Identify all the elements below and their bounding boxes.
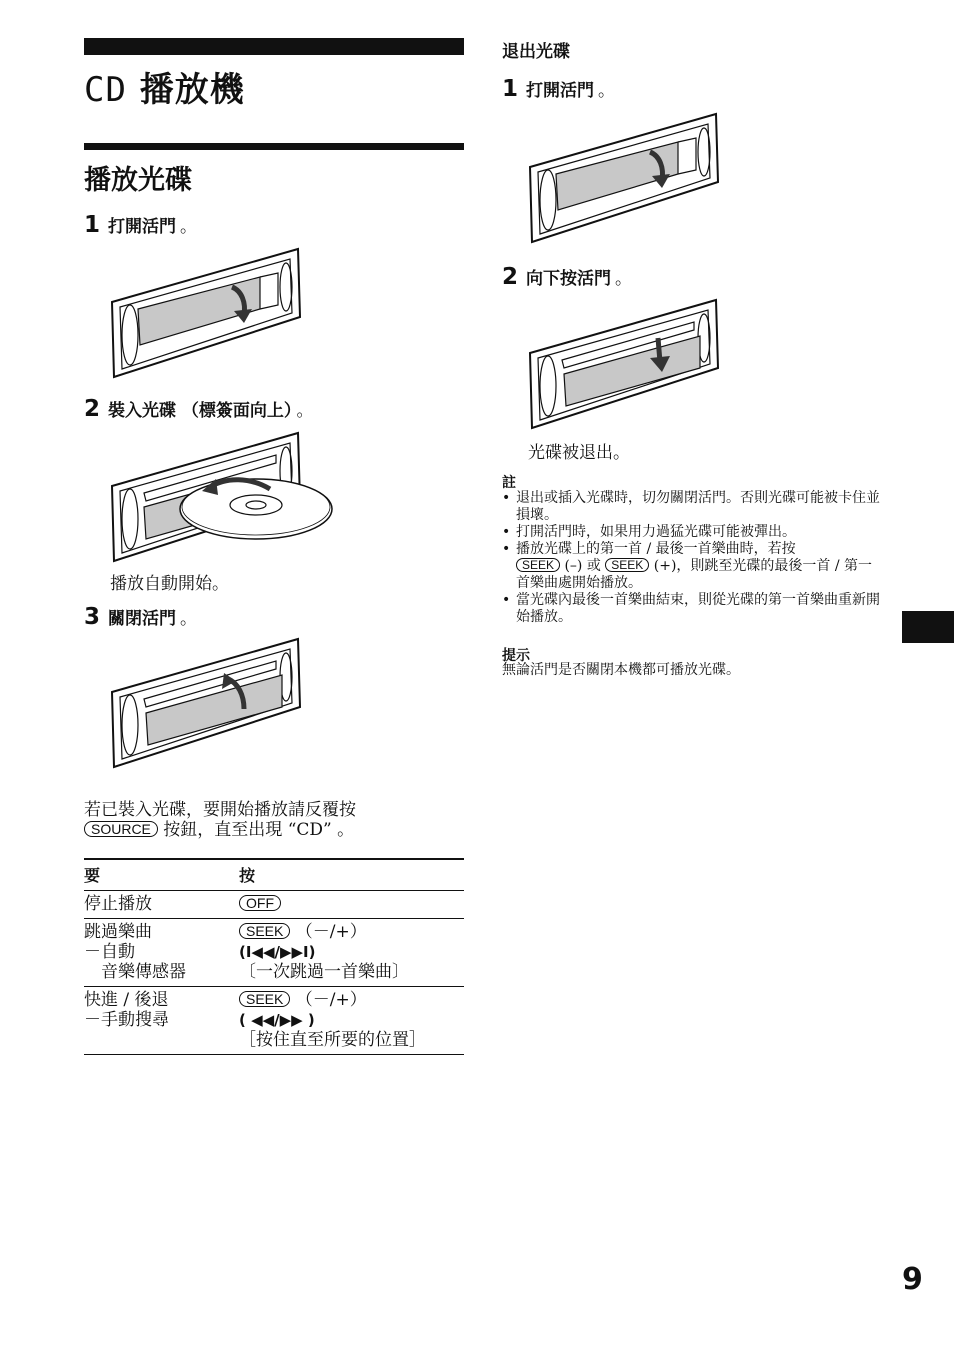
play-step-1: 1 打開活門 。 bbox=[84, 212, 198, 238]
illustration-close-door bbox=[110, 637, 302, 769]
play-step-3: 3 關閉活門 。 bbox=[84, 604, 198, 630]
rew-ff-icon: ( ◀◀/▶▶ ) bbox=[239, 1011, 315, 1029]
page-number: 9 bbox=[902, 1262, 923, 1297]
prev-next-icon: (I◀◀/▶▶I) bbox=[239, 943, 316, 961]
play-step-2-text: 裝入光碟 （標簽面向上） bbox=[108, 401, 293, 421]
tip-text: 無論活門是否關閉本機都可播放光碟。 bbox=[502, 662, 740, 678]
eject-step-2: 2 向下按活門 。 bbox=[502, 264, 633, 290]
play-step-1-text: 打開活門 bbox=[108, 217, 177, 237]
table-header-row bbox=[84, 859, 464, 891]
row-skip-press: SEEK （－/+） (I◀◀/▶▶I) 〔一次跳過一首樂曲〕 bbox=[239, 919, 464, 987]
note-item: • 播放光碟上的第一首 / 最後一首樂曲時，若按 SEEK (–) 或 SEEK (+)，則跳至光碟的最後一首 / 第一首樂曲處開始播放。 bbox=[502, 541, 886, 592]
seek-button[interactable]: SEEK bbox=[239, 991, 290, 1007]
auto-start-text: 播放自動開始。 bbox=[110, 574, 229, 594]
play-step-1-num: 1 bbox=[84, 212, 101, 238]
notes-label: 註 bbox=[502, 475, 516, 491]
source-button[interactable]: SOURCE bbox=[84, 821, 158, 837]
page-title-text: 播放機 bbox=[126, 70, 245, 110]
illustration-open-door bbox=[110, 247, 302, 379]
illustration-insert-disc bbox=[110, 431, 340, 563]
resume-line-2 bbox=[84, 820, 464, 840]
notes-list bbox=[502, 490, 886, 626]
row-stop-press bbox=[239, 891, 464, 919]
page-title bbox=[84, 62, 245, 111]
eject-heading: 退出光碟 bbox=[502, 42, 570, 62]
resume-line-1: 若已裝入光碟，要開始播放請反覆按 bbox=[84, 800, 356, 820]
ejected-text: 光碟被退出。 bbox=[528, 443, 630, 463]
row-stop-want: 停止播放 bbox=[84, 894, 152, 914]
note-item: • 當光碟內最後一首樂曲結束，則從光碟的第一首樂曲重新開始播放。 bbox=[502, 592, 886, 626]
row-skip-want: 跳過樂曲 －自動 音樂傳感器 bbox=[84, 922, 186, 982]
play-step-2: 2 裝入光碟 （標簽面向上） 。 bbox=[84, 396, 314, 422]
play-step-3-num: 3 bbox=[84, 604, 101, 630]
section-tab bbox=[902, 611, 954, 643]
note-item: • 打開活門時，如果用力過猛光碟可能被彈出。 bbox=[502, 524, 886, 541]
seek-button[interactable]: SEEK bbox=[605, 558, 649, 572]
resume-post: 按鈕，直至出現 “CD” 。 bbox=[157, 820, 355, 840]
illustration-eject-open bbox=[528, 112, 720, 244]
play-step-2-num: 2 bbox=[84, 396, 101, 422]
illustration-eject-press bbox=[528, 298, 720, 430]
note-item: • 退出或插入光碟時，切勿關閉活門。否則光碟可能被卡住並損壞。 bbox=[502, 490, 886, 524]
table-row bbox=[84, 919, 464, 987]
seek-button[interactable]: SEEK bbox=[516, 558, 560, 572]
page-title-cd: CD bbox=[84, 70, 127, 110]
seek-button[interactable]: SEEK bbox=[239, 923, 290, 939]
play-step-3-text: 關閉活門 bbox=[108, 609, 177, 629]
title-rule bbox=[84, 38, 464, 55]
eject-step-1: 1 打開活門 。 bbox=[502, 76, 616, 102]
header-press: 按 bbox=[239, 866, 256, 885]
section-title: 播放光碟 bbox=[84, 165, 192, 196]
operations-table bbox=[84, 858, 464, 1055]
off-button[interactable]: OFF bbox=[239, 895, 281, 911]
tip-label: 提示 bbox=[502, 648, 530, 664]
table-row bbox=[84, 987, 464, 1055]
resume-text bbox=[84, 800, 464, 840]
header-want: 要 bbox=[84, 866, 101, 885]
row-ffrew-want: 快進 / 後退 －手動搜尋 bbox=[84, 990, 169, 1030]
section-rule bbox=[84, 143, 464, 150]
table-row bbox=[84, 891, 464, 919]
row-ffrew-press: SEEK （－/+） ( ◀◀/▶▶ ) ［按住直至所要的位置］ bbox=[239, 987, 464, 1055]
